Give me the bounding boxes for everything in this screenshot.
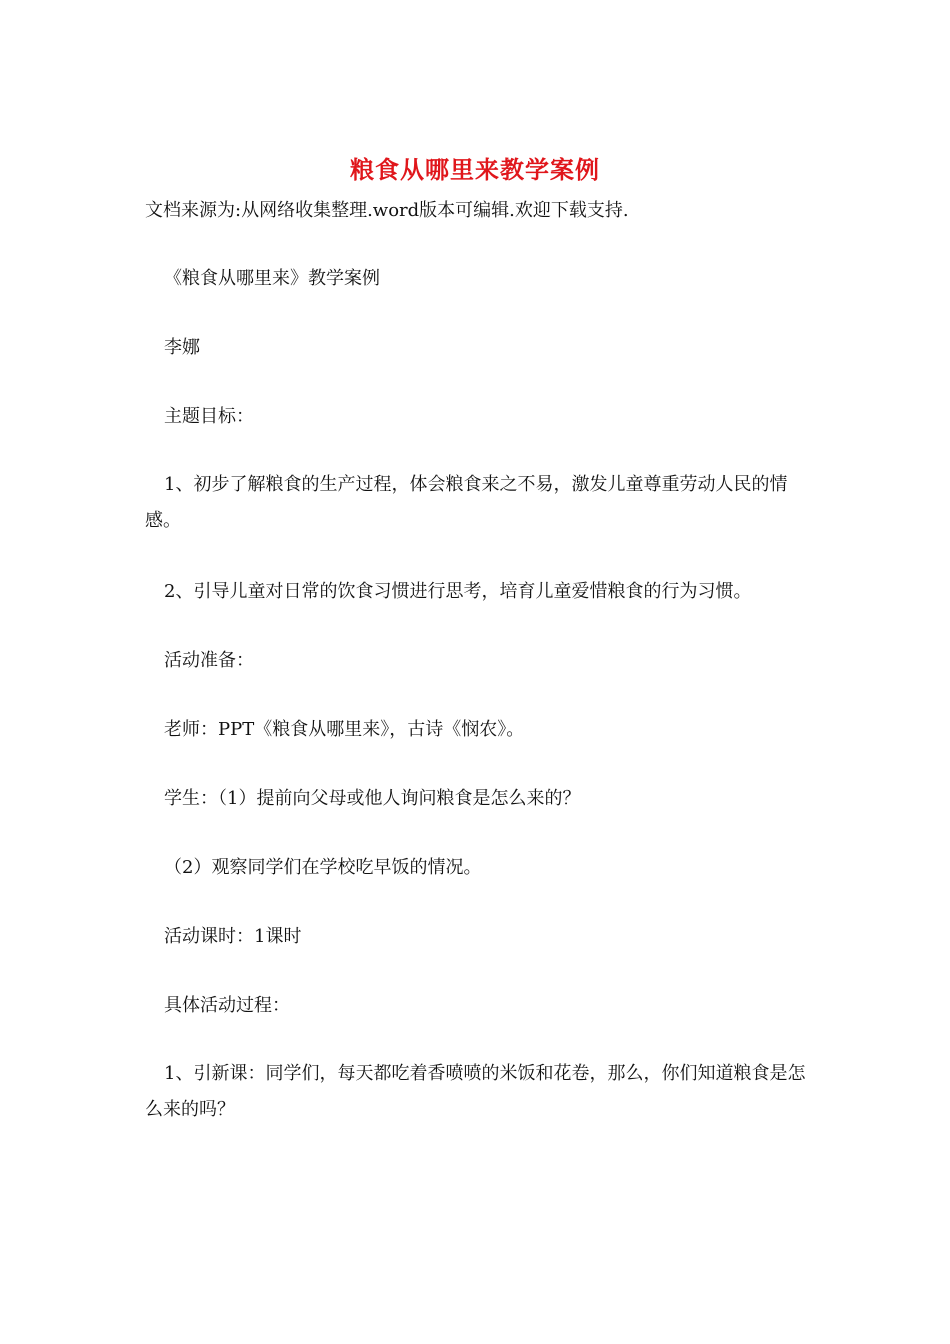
paragraph-process-1: 1、引新课：同学们，每天都吃着香喷喷的米饭和花卷，那么，你们知道粮食是怎么来的吗？ (145, 1063, 806, 1120)
paragraph-student-prep-1: 学生：（1）提前向父母或他人询问粮食是怎么来的？ (164, 788, 581, 809)
paragraph-subtitle: 《粮食从哪里来》教学案例 (164, 268, 380, 289)
paragraph-goal-2: 2、引导儿童对日常的饮食习惯进行思考，培育儿童爱惜粮食的行为习惯。 (164, 581, 752, 602)
paragraph-goals-heading: 主题目标： (164, 406, 254, 427)
paragraph-student-prep-2: （2）观察同学们在学校吃早饭的情况。 (164, 857, 482, 878)
paragraph-prep-heading: 活动准备： (164, 650, 254, 671)
paragraph-teacher-prep: 老师：PPT《粮食从哪里来》，古诗《悯农》。 (164, 719, 525, 740)
paragraph-goal-1: 1、初步了解粮食的生产过程，体会粮食来之不易，激发儿童尊重劳动人民的情感。 (145, 474, 788, 531)
document-title: 粮食从哪里来教学案例 (350, 156, 600, 184)
paragraph-author: 李娜 (164, 337, 200, 358)
paragraph-class-hours: 活动课时：1课时 (164, 926, 302, 947)
paragraph-process-heading: 具体活动过程： (164, 995, 290, 1016)
source-note: 文档来源为:从网络收集整理.word版本可编辑.欢迎下载支持. (145, 200, 629, 221)
